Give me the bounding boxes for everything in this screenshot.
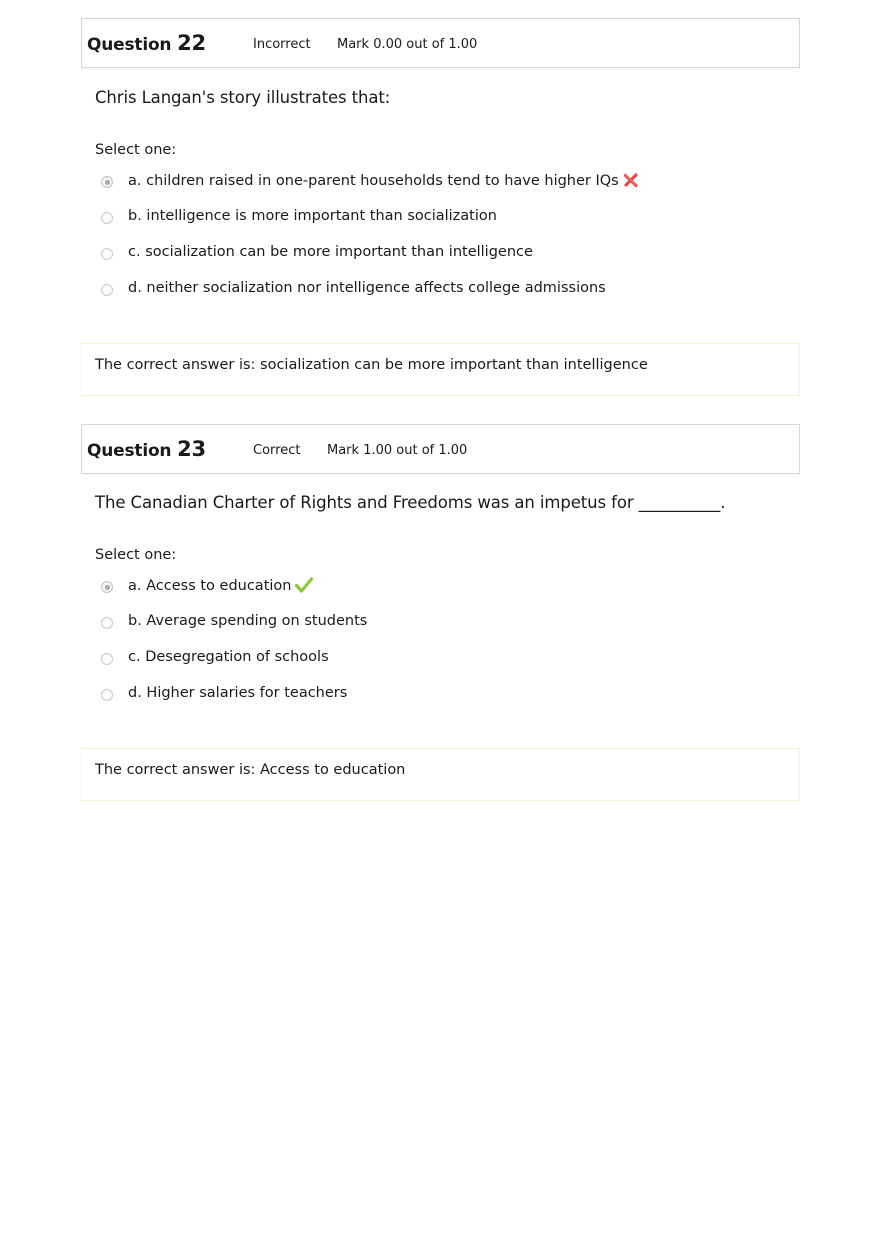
- radio-button-c[interactable]: [101, 653, 113, 665]
- radio-button-a[interactable]: [101, 581, 113, 593]
- incorrect-x-icon: [623, 172, 639, 192]
- answer-option-label: b. Average spending on students: [128, 613, 368, 629]
- question-label: Question 23: [87, 437, 206, 461]
- radio-button-b[interactable]: [101, 212, 113, 224]
- answer-option-label: d. Higher salaries for teachers: [128, 685, 348, 701]
- radio-button-d[interactable]: [101, 689, 113, 701]
- answer-option-label: a. Access to education: [128, 578, 292, 594]
- question-text: The Canadian Charter of Rights and Freedoms was an impetus for __________.: [95, 493, 726, 512]
- correct-answer-feedback: [81, 748, 800, 801]
- feedback-text: The correct answer is: Access to education: [95, 762, 406, 778]
- radio-button-c[interactable]: [101, 248, 113, 260]
- question-23: [81, 424, 800, 778]
- question-state: Incorrect: [253, 37, 311, 52]
- select-one-prompt: Select one:: [95, 547, 177, 563]
- question-state: Correct: [253, 443, 301, 458]
- answer-option-label: b. intelligence is more important than socialization: [128, 208, 497, 224]
- answer-option-label: d. neither socialization nor intelligence affects college admissions: [128, 280, 606, 296]
- select-one-prompt: Select one:: [95, 142, 177, 158]
- question-22: [81, 18, 800, 373]
- question-header: [81, 18, 800, 68]
- radio-button-b[interactable]: [101, 617, 113, 629]
- feedback-text: The correct answer is: socialization can be more important than intelligence: [95, 357, 648, 373]
- answer-option-label: c. Desegregation of schools: [128, 649, 329, 665]
- answer-option-label: c. socialization can be more important than intelligence: [128, 244, 533, 260]
- correct-answer-feedback: [81, 343, 800, 396]
- question-label: Question 22: [87, 31, 206, 55]
- radio-button-a[interactable]: [101, 176, 113, 188]
- correct-check-icon: [295, 577, 313, 597]
- question-number: 23: [177, 437, 206, 461]
- question-text: Chris Langan's story illustrates that:: [95, 88, 391, 107]
- answer-option-label: a. children raised in one-parent households tend to have higher IQs: [128, 173, 619, 189]
- question-header: [81, 424, 800, 474]
- question-mark: Mark 1.00 out of 1.00: [327, 443, 468, 458]
- radio-button-d[interactable]: [101, 284, 113, 296]
- question-number: 22: [177, 31, 206, 55]
- question-mark: Mark 0.00 out of 1.00: [337, 37, 478, 52]
